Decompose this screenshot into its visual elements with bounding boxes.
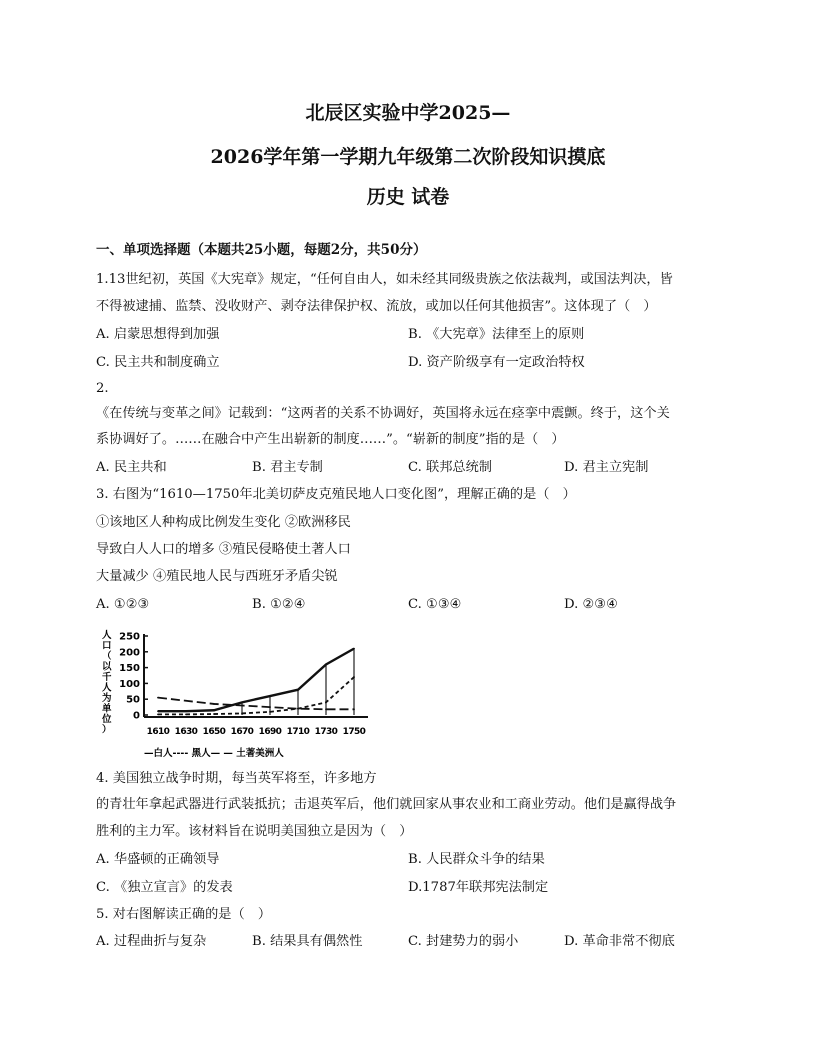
q3-option-a[interactable]: A. ①②③ xyxy=(96,597,150,612)
y-tick-label: 100 xyxy=(119,678,140,690)
series-point xyxy=(185,700,187,702)
series-point xyxy=(325,664,327,666)
series-point xyxy=(297,708,299,710)
page-title-line2: 2026学年第一学期九年级第二次阶段知识摸底 xyxy=(210,146,606,168)
series-point xyxy=(353,648,355,650)
q1-stem-line2: 不得被逮捕、监禁、没收财产、剥夺法律保护权、流放，或加以任何其他损害”。这体现了（ ） xyxy=(96,299,657,314)
series-point xyxy=(353,708,355,710)
series-point xyxy=(241,713,243,715)
q2-option-a[interactable]: A. 民主共和 xyxy=(96,460,167,475)
x-tick-label: 1650 xyxy=(202,727,226,737)
section-heading: 一、单项选择题（本题共25小题，每题2分，共50分） xyxy=(96,242,427,258)
x-tick-label: 1730 xyxy=(314,727,338,737)
x-tick-label: 1630 xyxy=(174,727,198,737)
series-point xyxy=(213,709,215,711)
q1-option-b[interactable]: B. 《大宪章》法律至上的原则 xyxy=(408,327,585,342)
x-tick-label: 1750 xyxy=(342,727,366,737)
series-line xyxy=(158,677,354,714)
y-tick-label: 200 xyxy=(119,647,140,659)
series-point xyxy=(269,695,271,697)
q2-option-d[interactable]: D. 君主立宪制 xyxy=(564,460,649,475)
chart-ylabel xyxy=(101,629,112,736)
series-point xyxy=(297,689,299,691)
y-tick-label: 50 xyxy=(126,694,140,706)
series-point xyxy=(241,701,243,703)
series-point xyxy=(325,701,327,703)
q1-option-a[interactable]: A. 启蒙思想得到加强 xyxy=(96,327,220,342)
ylabel-char: （ xyxy=(102,651,112,662)
q3-option-d[interactable]: D. ②③④ xyxy=(564,597,618,612)
ylabel-char: 单 xyxy=(102,703,112,715)
series-point xyxy=(353,676,355,678)
ylabel-char: 千 xyxy=(102,672,112,683)
series-point xyxy=(185,710,187,712)
series-point xyxy=(157,713,159,715)
ylabel-char: 以 xyxy=(102,661,112,673)
q2-stem-line2: 系协调好了。……在融合中产生出崭新的制度……”。“崭新的制度”指的是（ ） xyxy=(96,432,565,447)
series-point xyxy=(185,713,187,715)
q3-stem-line2: ①该地区人种构成比例发生变化 ②欧洲移民 xyxy=(96,515,351,530)
q4-stem-line3: 胜利的主力军。该材料旨在说明美国独立是因为（ ） xyxy=(96,824,413,839)
ylabel-char: 口 xyxy=(102,640,112,652)
q3-stem-line1: 3. 右图为“1610—1750年北美切萨皮克殖民地人口变化图”，理解正确的是（ ） xyxy=(96,487,576,502)
series-point xyxy=(157,697,159,699)
series-point xyxy=(241,705,243,707)
population-chart xyxy=(96,624,376,764)
q4-stem-line1: 4. 美国独立战争时期，每当英军将至，许多地方 xyxy=(96,771,377,786)
q5-option-d[interactable]: D. 革命非常不彻底 xyxy=(564,934,675,949)
page-title-line3: 历史 试卷 xyxy=(366,186,450,208)
x-tick-label: 1690 xyxy=(258,727,282,737)
ylabel-char: 人 xyxy=(102,682,112,694)
series-point xyxy=(157,710,159,712)
q5-option-a[interactable]: A. 过程曲折与复杂 xyxy=(96,934,207,949)
q3-stem-line3: 导致白人人口的增多 ③殖民侵略使土著人口 xyxy=(96,542,351,557)
ylabel-char: 位 xyxy=(102,714,112,725)
q4-option-b[interactable]: B. 人民群众斗争的结果 xyxy=(408,852,545,867)
x-tick-label: 1610 xyxy=(146,727,170,737)
y-tick-label: 150 xyxy=(119,663,140,675)
q2-stem-line1: 《在传统与变革之间》记载到：“这两者的关系不协调好，英国将永远在痉挛中震颤。终于，这个关 xyxy=(96,406,670,421)
ylabel-char: 为 xyxy=(102,693,112,704)
q3-option-b[interactable]: B. ①②④ xyxy=(252,597,306,612)
y-tick-label: 0 xyxy=(133,710,140,722)
page-title-line1: 北辰区实验中学2025— xyxy=(305,102,511,124)
series-point xyxy=(213,703,215,705)
q4-option-a[interactable]: A. 华盛顿的正确领导 xyxy=(96,852,220,867)
q1-option-d[interactable]: D. 资产阶级享有一定政治特权 xyxy=(408,355,585,370)
q4-option-c[interactable]: C. 《独立宣言》的发表 xyxy=(96,880,233,895)
x-tick-label: 1710 xyxy=(286,727,310,737)
ylabel-char: 人 xyxy=(102,630,112,641)
q2-option-b[interactable]: B. 君主专制 xyxy=(252,460,323,475)
series-point xyxy=(269,706,271,708)
q4-stem-line2: 的青壮年拿起武器进行武装抵抗；击退英军后，他们就回家从事农业和工商业劳动。他们是赢得战争 xyxy=(96,797,677,812)
ylabel-char: ） xyxy=(102,724,112,736)
q5-option-c[interactable]: C. 封建势力的弱小 xyxy=(408,934,519,949)
q2-number: 2. xyxy=(96,381,109,396)
q5-option-b[interactable]: B. 结果具有偶然性 xyxy=(252,934,363,949)
series-point xyxy=(213,713,215,715)
q1-stem-line1: 1.13世纪初，英国《大宪章》规定，“任何自由人，如未经其同级贵族之依法裁判，或国法判决，皆 xyxy=(96,272,673,287)
series-point xyxy=(269,711,271,713)
q1-option-c[interactable]: C. 民主共和制度确立 xyxy=(96,355,220,370)
series-point xyxy=(325,708,327,710)
q3-stem-line4: 大量减少 ④殖民地人民与西班牙矛盾尖锐 xyxy=(96,569,338,584)
q4-option-d[interactable]: D.1787年联邦宪法制定 xyxy=(408,880,549,895)
y-tick-label: 250 xyxy=(119,631,140,643)
chart-legend: —白人---- 黑人— — 土著美洲人 xyxy=(144,748,284,759)
x-tick-label: 1670 xyxy=(230,727,254,737)
q5-stem-line1: 5. 对右图解读正确的是（ ） xyxy=(96,907,272,922)
q2-option-c[interactable]: C. 联邦总统制 xyxy=(408,460,492,475)
q3-option-c[interactable]: C. ①③④ xyxy=(408,597,462,612)
